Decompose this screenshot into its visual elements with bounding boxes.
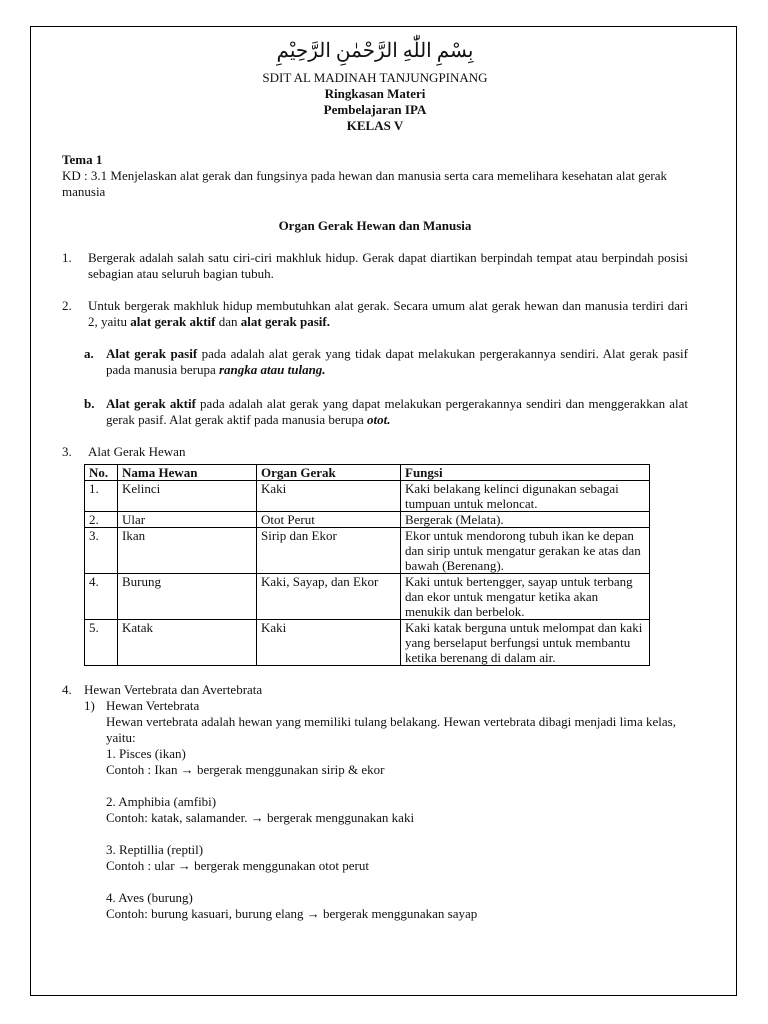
cell-organ: Sirip dan Ekor — [257, 528, 401, 574]
school-name: SDIT AL MADINAH TANJUNGPINANG — [262, 70, 488, 85]
class-amphibia-example: Contoh: katak, salamander. → bergerak menggunakan kaki — [106, 810, 415, 825]
cell-organ: Kaki, Sayap, dan Ekor — [257, 574, 401, 620]
class-reptilia-example: Contoh : ular → bergerak menggunakan otot perut — [106, 858, 369, 873]
header-organ-gerak: Organ Gerak — [257, 465, 401, 481]
table-row — [85, 481, 650, 512]
subsection-title: Hewan Vertebrata — [106, 698, 200, 713]
section-title: Organ Gerak Hewan dan Manusia — [278, 218, 472, 233]
cell-no: 3. — [85, 528, 118, 574]
cell-organ: Kaki — [257, 620, 401, 666]
term-active: alat gerak aktif — [130, 314, 216, 329]
subpoint-letter: b. — [84, 396, 95, 411]
doc-subtitle-3: KELAS V — [346, 118, 404, 133]
point-text: Bergerak adalah salah satu ciri-ciri makhluk hidup. Gerak dapat diartikan berpindah tempat atau berpindah posisi sebagian atau seluruh bagian tubuh. — [88, 250, 688, 281]
term-rangka: rangka atau tulang. — [218, 362, 326, 377]
cell-function: Kaki belakang kelinci digunakan sebagai tumpuan untuk meloncat. — [401, 481, 650, 512]
term-otot: otot. — [366, 412, 391, 427]
table-row — [85, 512, 650, 528]
point-1 — [62, 250, 688, 282]
bismillah-calligraphy: بِسْمِ اللّٰهِ الرَّحْمٰنِ الرَّحِيْمِ — [276, 40, 474, 62]
animal-locomotion-table — [84, 464, 650, 666]
doc-subtitle-2: Pembelajaran IPA — [323, 102, 427, 117]
subpoint-b — [62, 396, 688, 428]
subpoint-text: pada adalah alat gerak yang dapat melakukan pergerakannya sendiri dan menggerakkan alat gerak pasif. Alat gerak aktif pada manusia berupa — [106, 396, 688, 427]
cell-organ: Otot Perut — [257, 512, 401, 528]
cell-animal: Katak — [118, 620, 257, 666]
class-reptilia-title: 3. Reptillia (reptil) — [106, 842, 204, 857]
header-nama-hewan: Nama Hewan — [118, 465, 257, 481]
tema-label: Tema 1 — [62, 152, 103, 167]
class-aves-title: 4. Aves (burung) — [106, 890, 193, 905]
subpoint-letter: a. — [84, 346, 94, 361]
class-pisces-example: Contoh : Ikan → bergerak menggunakan sirip & ekor — [106, 762, 385, 777]
cell-function: Kaki untuk bertengger, sayap untuk terbang dan ekor untuk mengatur ketika akan menukik dan berbelok. — [401, 574, 650, 620]
point-number: 4. — [62, 682, 72, 697]
header-fungsi: Fungsi — [401, 465, 650, 481]
term-passive: alat gerak pasif. — [240, 314, 330, 329]
cell-no: 4. — [85, 574, 118, 620]
term-active: Alat gerak aktif — [106, 396, 196, 411]
cell-function: Bergerak (Melata). — [401, 512, 650, 528]
table-row — [85, 620, 650, 666]
cell-no: 1. — [85, 481, 118, 512]
table-row — [85, 574, 650, 620]
kd-text: KD : 3.1 Menjelaskan alat gerak dan fungsinya pada hewan dan manusia serta cara memelihara kesehatan alat gerak manusia — [62, 168, 667, 199]
point-number: 3. — [62, 444, 72, 459]
point-2 — [62, 298, 688, 330]
cell-function: Ekor untuk mendorong tubuh ikan ke depan dan sirip untuk mengatur gerakan ke atas dan bawah (Berenang). — [401, 528, 650, 574]
point-4 — [62, 682, 688, 698]
point-3 — [62, 444, 688, 460]
term-passive: Alat gerak pasif — [106, 346, 198, 361]
subpoint-a — [62, 346, 688, 378]
point-number: 2. — [62, 298, 72, 313]
document-page — [62, 40, 688, 922]
point-text: Alat Gerak Hewan — [88, 444, 186, 459]
class-pisces-title: 1. Pisces (ikan) — [106, 746, 186, 761]
point-number: 1. — [62, 250, 72, 265]
class-amphibia-title: 2. Amphibia (amfibi) — [106, 794, 217, 809]
cell-no: 5. — [85, 620, 118, 666]
table-row — [85, 528, 650, 574]
class-aves-example: Contoh: burung kasuari, burung elang → bergerak menggunakan sayap — [106, 906, 478, 921]
vertebrata-description: Hewan vertebrata adalah hewan yang memiliki tulang belakang. Hewan vertebrata dibagi menjadi lima kelas, yaitu: — [106, 714, 676, 745]
cell-animal: Ikan — [118, 528, 257, 574]
subsection-number: 1) — [84, 698, 95, 713]
point-text: Untuk bergerak makhluk hidup membutuhkan alat gerak. Secara umum alat gerak hewan dan manusia terdiri dari 2, yaitu — [88, 298, 688, 329]
cell-no: 2. — [85, 512, 118, 528]
point-text: Hewan Vertebrata dan Avertebrata — [84, 682, 263, 697]
subsection-vertebrata — [62, 698, 688, 714]
header-no: No. — [85, 465, 118, 481]
cell-function: Kaki katak berguna untuk melompat dan kaki yang berselaput berfungsi untuk membantu ketika berenang di dalam air. — [401, 620, 650, 666]
cell-animal: Kelinci — [118, 481, 257, 512]
cell-animal: Ular — [118, 512, 257, 528]
subpoint-text: pada adalah alat gerak yang tidak dapat melakukan pergerakannya sendiri. Alat gerak pasif pada manusia berupa — [106, 346, 688, 377]
doc-subtitle-1: Ringkasan Materi — [324, 86, 426, 101]
cell-animal: Burung — [118, 574, 257, 620]
cell-organ: Kaki — [257, 481, 401, 512]
point-text-joiner: dan — [215, 314, 241, 329]
table-header-row — [85, 465, 650, 481]
